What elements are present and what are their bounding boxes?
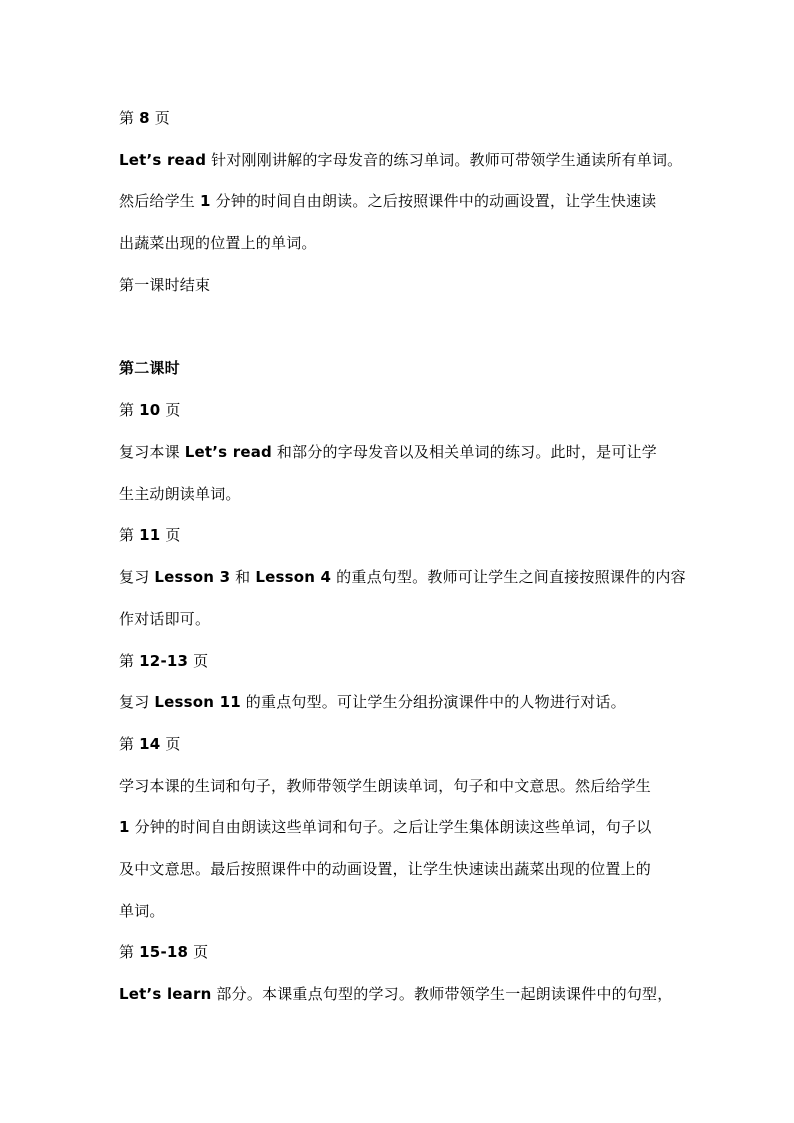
page-label-14: 第 14 页: [119, 735, 181, 753]
paragraph-line: Let’s read 针对刚刚讲解的字母发音的练习单词。教师可带领学生通读所有单词。: [119, 151, 683, 169]
section-heading: 第二课时: [119, 359, 180, 377]
paragraph-line: 及中文意思。最后按照课件中的动画设置，让学生快速读出蔬菜出现的位置上的: [119, 860, 652, 878]
paragraph-line: 作对话即可。: [119, 610, 211, 628]
page-label-12-13: 第 12-13 页: [119, 652, 209, 670]
lesson-end-note: 第一课时结束: [119, 276, 211, 294]
page-label-10: 第 10 页: [119, 401, 181, 419]
page-label-15-18: 第 15-18 页: [119, 943, 209, 961]
paragraph-line: 复习本课 Let’s read 和部分的字母发音以及相关单词的练习。此时，是可让学: [119, 443, 657, 461]
paragraph-line: 出蔬菜出现的位置上的单词。: [119, 234, 317, 252]
paragraph-line: Let’s learn 部分。本课重点句型的学习。教师带领学生一起朗读课件中的句型，: [119, 985, 673, 1003]
page-label-11: 第 11 页: [119, 526, 181, 544]
paragraph-line: 单词。: [119, 902, 165, 920]
paragraph-line: 然后给学生 1 分钟的时间自由朗读。之后按照课件中的动画设置，让学生快速读: [119, 192, 657, 210]
paragraph-line: 学习本课的生词和句子，教师带领学生朗读单词，句子和中文意思。然后给学生: [119, 777, 652, 795]
paragraph-line: 复习 Lesson 3 和 Lesson 4 的重点句型。教师可让学生之间直接按照课件的内容: [119, 568, 686, 586]
page-label-8: 第 8 页: [119, 109, 170, 127]
paragraph-line: 生主动朗读单词。: [119, 485, 241, 503]
paragraph-line: 复习 Lesson 11 的重点句型。可让学生分组扮演课件中的人物进行对话。: [119, 693, 626, 711]
paragraph-line: 1 分钟的时间自由朗读这些单词和句子。之后让学生集体朗读这些单词，句子以: [119, 818, 652, 836]
